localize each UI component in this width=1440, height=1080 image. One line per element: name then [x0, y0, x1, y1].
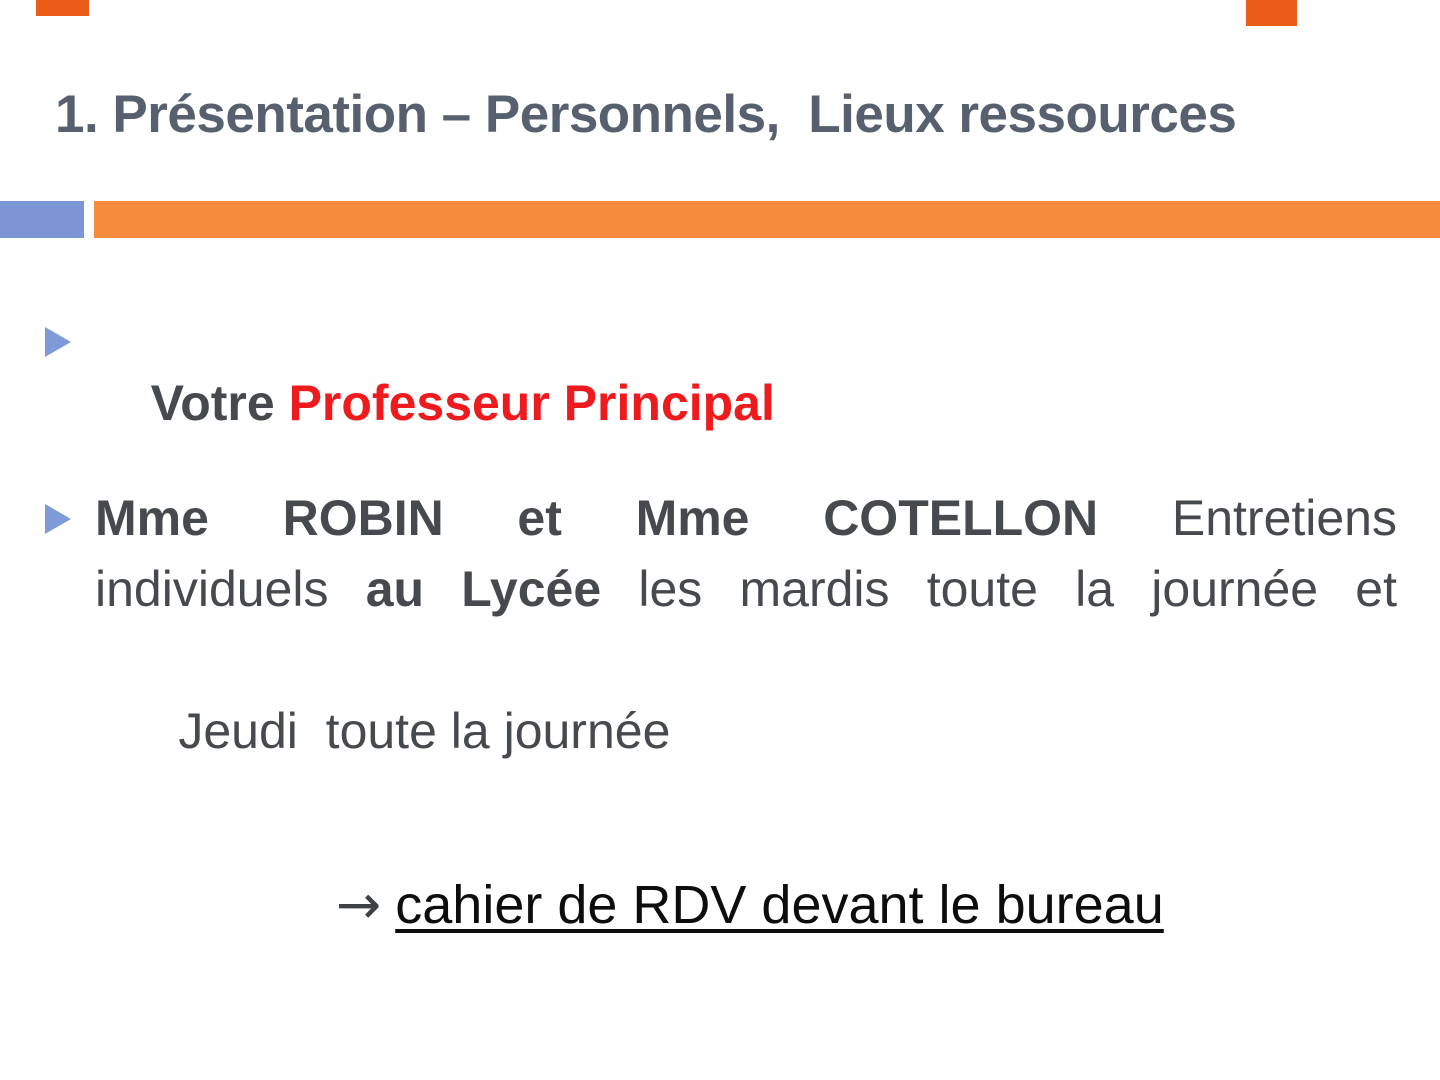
bullet1-line [95, 310, 775, 496]
slide-title: 1. Présentation – Personnels, Lieux ressources [55, 85, 1237, 144]
right-arrow-icon: → [336, 873, 382, 936]
divider-orange-segment [94, 201, 1440, 238]
bullet-triangle-icon [45, 504, 71, 534]
paragraph-text: les mardis toute la journée et [601, 561, 1397, 617]
note-line [276, 806, 1164, 1004]
bullet1-highlight: Professeur Principal [288, 375, 775, 431]
bullet1-prefix: Votre [150, 375, 289, 431]
paragraph-line-2 [95, 554, 1397, 625]
top-left-accent-fragment [36, 0, 89, 16]
paragraph-text: Jeudi toute la journée [178, 703, 671, 759]
top-right-accent-fragment [1246, 0, 1297, 26]
paragraph-text: individuels [95, 561, 366, 617]
names-bold-text: Mme ROBIN et Mme COTELLON [95, 490, 1099, 546]
bullet2-paragraph [95, 483, 1397, 838]
au-lycee-bold-text: au Lycée [365, 561, 602, 617]
paragraph-text: Entretiens [1098, 490, 1397, 546]
note-underlined-text: cahier de RDV devant le bureau [395, 875, 1164, 935]
paragraph-line-1 [95, 483, 1397, 554]
bullet-triangle-icon [45, 327, 71, 357]
divider-blue-segment [0, 201, 84, 238]
